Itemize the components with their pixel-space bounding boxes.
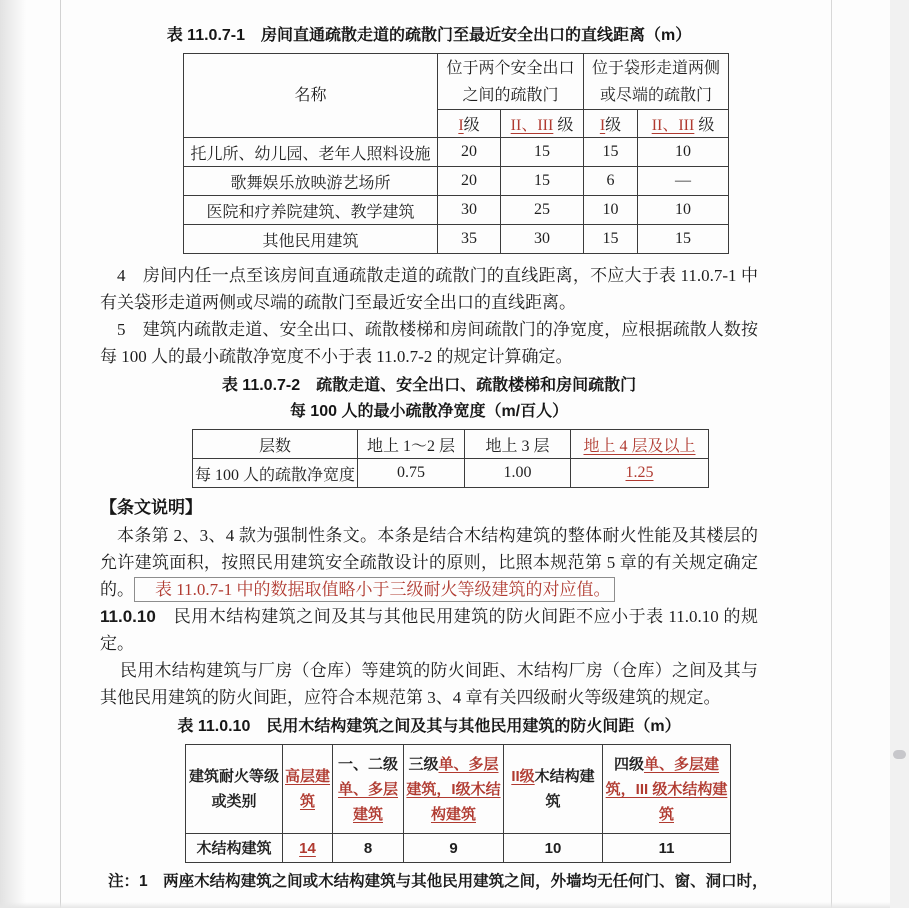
table-11-0-7-2 xyxy=(192,429,709,488)
boxed-callout: 表 11.0.7-1 中的数据取值略小于三级耐火等级建筑的对应值。 xyxy=(134,577,615,602)
table2-title-line2: 每 100 人的最小疏散净宽度（m/百人） xyxy=(289,403,569,420)
table3-header-grade4: 四级单、多层建筑，III 级木结构建筑 xyxy=(603,745,731,834)
table-row: 医院和疗养院建筑、教学建筑 30 25 10 10 xyxy=(184,196,729,225)
table-row: 每 100 人的疏散净宽度 0.75 1.00 1.25 xyxy=(193,459,709,488)
clause-11-0-10: 11.0.10 民用木结构建筑之间及其与其他民用建筑的防火间距不应小于表 11.0.10 的规定。 xyxy=(100,607,758,653)
table1-subheader-grade1: I级 xyxy=(584,110,638,138)
table3-header-category: 建筑耐火等级或类别 xyxy=(186,745,283,834)
paragraph-item-4: 4 房间内任一点至该房间直通疏散走道的疏散门的直线距离，不应大于表 11.0.7-1 中有关袋形走道两侧或尽端的疏散门至最近安全出口的直线距离。 xyxy=(100,266,758,312)
table3-header-grade3: 三级单、多层建筑，I级木结构建筑 xyxy=(404,745,504,834)
table1-group1-header: 位于两个安全出口 之间的疏散门 xyxy=(438,54,584,110)
table3-header-grade2-timber: II级木结构建筑 xyxy=(504,745,603,834)
table2-header-f12: 地上 1～2 层 xyxy=(358,430,465,459)
table-row: 其他民用建筑 35 30 15 15 xyxy=(184,225,729,254)
table1-subheader-grade23: II、III 级 xyxy=(638,110,729,138)
table3-header-grade12: 一、二级单、多层建筑 xyxy=(333,745,404,834)
paragraph-item-5: 5 建筑内疏散走道、安全出口、疏散楼梯和房间疏散门的净宽度，应根据疏散人数按每 100 人的最小疏散净宽度不小于表 11.0.7-2 的规定计算确定。 xyxy=(100,320,758,366)
table-row: 托儿所、幼儿园、老年人照料设施 20 15 15 10 xyxy=(184,138,729,167)
page-edge-line-left xyxy=(60,0,61,908)
table1-subheader-grade23: II、III 级 xyxy=(501,110,584,138)
footnote: 注：1 两座木结构建筑之间或木结构建筑与其他民用建筑之间，外墙均无任何门、窗、洞口时， xyxy=(108,873,768,890)
scrollbar-thumb[interactable] xyxy=(893,750,906,759)
page-content xyxy=(100,0,768,894)
table1-name-header: 名称 xyxy=(184,54,438,138)
table-row: 歌舞娱乐放映游艺场所 20 15 6 — xyxy=(184,167,729,196)
scan-shadow-bottom xyxy=(0,902,890,908)
explanation-heading: 【条文说明】 xyxy=(100,498,202,517)
table1-title: 表 11.0.7-1 房间直通疏散走道的疏散门至最近安全出口的直线距离（m） xyxy=(166,27,692,44)
table3-title: 表 11.0.10 民用木结构建筑之间及其与其他民用建筑的防火间距（m） xyxy=(177,718,681,735)
scrollbar-track[interactable] xyxy=(890,0,909,908)
table-11-0-7-1 xyxy=(183,53,729,254)
scan-shadow-left xyxy=(0,0,26,908)
table1-group2-header: 位于袋形走道两侧 或尽端的疏散门 xyxy=(584,54,729,110)
table-row: 木结构建筑 14 8 9 10 11 xyxy=(186,834,731,863)
table2-title-line1: 表 11.0.7-2 疏散走道、安全出口、疏散楼梯和房间疏散门 xyxy=(221,377,637,394)
page-edge-line-right xyxy=(831,0,832,908)
table3-header-highrise: 高层建筑 xyxy=(283,745,333,834)
table2-header-f4: 地上 4 层及以上 xyxy=(571,430,709,459)
table2-header-f3: 地上 3 层 xyxy=(465,430,571,459)
table2-header-floors: 层数 xyxy=(193,430,358,459)
table1-subheader-grade1: I级 xyxy=(438,110,501,138)
table-11-0-10 xyxy=(185,744,731,863)
paragraph-spacing: 民用木结构建筑与厂房（仓库）等建筑的防火间距、木结构厂房（仓库）之间及其与其他民用建筑的防火间距，应符合本规范第 3、4 章有关四级耐火等级建筑的规定。 xyxy=(100,661,758,707)
explanation-paragraph: 本条第 2、3、4 款为强制性条文。本条是结合木结构建筑的整体耐火性能及其楼层的允许建筑面积，按照民用建筑安全疏散设计的原则，比照本规范第 5 章的有关规定确定的。 表 11.0.7-1 中的数据取值略小于三级耐火等级建筑的对应值。 xyxy=(100,522,758,603)
